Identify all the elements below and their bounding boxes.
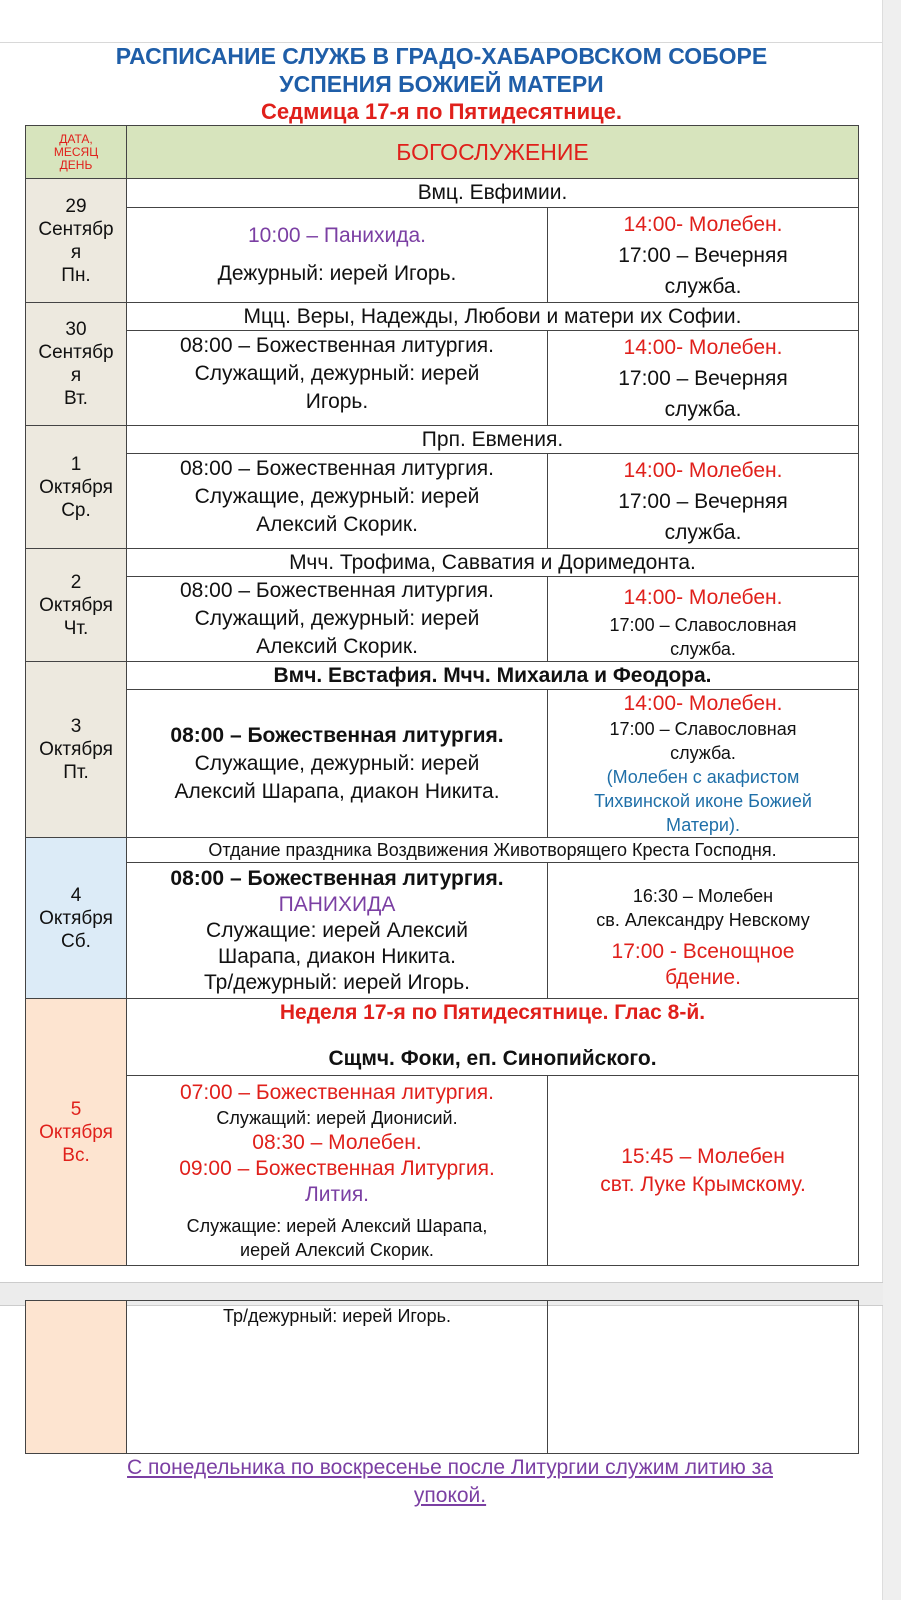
text-line: 15:45 – Молебен xyxy=(621,1144,785,1168)
text-line: 14:00- Молебен. xyxy=(623,335,783,359)
text-line: Тихвинской иконе Божией xyxy=(594,790,812,811)
services-left-sat xyxy=(126,862,548,999)
text-line: бдение. xyxy=(665,965,741,989)
text-line: 4 xyxy=(70,884,82,906)
text-line: Вт. xyxy=(64,388,88,409)
text-line: упокой. xyxy=(413,1484,487,1507)
text-line: Вс. xyxy=(62,1144,90,1166)
services-left-mon xyxy=(126,207,548,303)
text-line: Октября xyxy=(39,594,113,616)
text-line: я xyxy=(70,241,82,263)
services-right-mon xyxy=(547,207,859,303)
date-cell-wed xyxy=(25,425,127,549)
text-line: Октября xyxy=(39,1121,113,1143)
services-left-sun-continued xyxy=(126,1300,548,1454)
text-line: Октября xyxy=(39,907,113,929)
text-line: 14:00- Молебен. xyxy=(623,586,783,609)
text-line: Служащий, дежурный: иерей xyxy=(194,362,480,385)
text-line: 3 xyxy=(70,716,82,737)
text-line: Вмц. Евфимии. xyxy=(417,181,568,204)
services-right-thu xyxy=(547,576,859,662)
service-column-header xyxy=(126,125,859,179)
text-line: Тр/дежурный: иерей Игорь. xyxy=(223,1306,451,1326)
date-cell-sun xyxy=(25,998,127,1266)
services-right-tue xyxy=(547,330,859,426)
text-line: 08:00 – Божественная литургия. xyxy=(179,334,495,357)
text-line: иерей Алексий Скорик. xyxy=(240,1239,434,1260)
text-line: 07:00 – Божественная литургия. xyxy=(179,1080,495,1104)
text-line: Пн. xyxy=(61,264,91,286)
services-right-fri xyxy=(547,689,859,838)
text-line: С понедельника по воскресенье после Литургии служим литию за xyxy=(127,1456,773,1479)
text-line: 10:00 – Панихида. xyxy=(248,224,426,247)
page-subtitle: Седмица 17-я по Пятидесятнице. xyxy=(260,99,622,124)
page-title: РАСПИСАНИЕ СЛУЖБ В ГРАДО-ХАБАРОВСКОМ СОБОРЕ xyxy=(115,43,768,69)
text-line: Служащий: иерей Дионисий. xyxy=(216,1107,458,1128)
services-right-sun-continued xyxy=(547,1300,859,1454)
text-line: Служащие, дежурный: иерей xyxy=(194,751,480,775)
text-line: ДЕНЬ xyxy=(59,157,93,172)
text-line: Мчч. Трофима, Савватия и Доримедонта. xyxy=(289,550,696,574)
text-line: (Молебен с акафистом xyxy=(606,766,800,787)
text-line: служба. xyxy=(664,397,742,421)
text-line: Матери). xyxy=(666,814,740,835)
date-cell-sat xyxy=(25,837,127,999)
text-line: 2 xyxy=(70,571,82,593)
page-title-line2: УСПЕНИЯ БОЖИЕЙ МАТЕРИ xyxy=(279,71,604,97)
text-line: 08:00 – Божественная литургия. xyxy=(179,457,495,480)
date-cell-thu xyxy=(25,548,127,662)
text-line: 1 xyxy=(70,453,82,475)
text-line: Прп. Евмения. xyxy=(421,427,564,451)
text-line: Алексий Скорик. xyxy=(256,635,418,658)
text-line: 16:30 – Молебен xyxy=(632,885,774,906)
text-line: Шарапа, диакон Никита. xyxy=(218,944,456,968)
services-left-sun xyxy=(126,1075,548,1266)
text-line: 14:00- Молебен. xyxy=(623,458,783,482)
text-line: Служащие: иерей Алексий xyxy=(206,918,468,942)
text-line: Тр/дежурный: иерей Игорь. xyxy=(204,970,470,994)
text-line: Ср. xyxy=(61,499,91,521)
text-line: 09:00 – Божественная Литургия. xyxy=(179,1156,495,1180)
services-right-wed xyxy=(547,453,859,549)
feast-wed xyxy=(126,425,859,454)
text-line: Дежурный: иерей Игорь. xyxy=(217,262,457,285)
text-line: 30 xyxy=(65,319,87,340)
text-line: 29 xyxy=(65,195,87,217)
text-line: 17:00 – Вечерняя xyxy=(618,489,788,513)
text-line: свт. Луке Крымскому. xyxy=(600,1172,806,1196)
text-line: Сентябр xyxy=(38,218,114,240)
text-line: 17:00 – Славословная xyxy=(609,615,797,635)
text-line: Сентябр xyxy=(38,342,114,363)
text-line: служба. xyxy=(670,639,736,659)
date-cell-tue xyxy=(25,302,127,426)
text-line: БОГОСЛУЖЕНИЕ xyxy=(396,139,589,165)
feast-fri xyxy=(126,661,859,690)
feast-thu xyxy=(126,548,859,577)
text-line: Пт. xyxy=(63,762,89,783)
text-line: ПАНИХИДА xyxy=(278,892,396,916)
services-left-thu xyxy=(126,576,548,662)
text-line: 17:00 - Всенощное xyxy=(611,939,795,963)
text-line: служба. xyxy=(664,520,742,544)
text-line: МЕСЯЦ xyxy=(53,144,99,159)
services-left-fri xyxy=(126,689,548,838)
top-bar xyxy=(0,0,883,43)
text-line: Неделя 17-я по Пятидесятнице. Глас 8-й. xyxy=(279,1001,706,1024)
text-line: св. Александру Невскому xyxy=(596,909,810,930)
text-line: 17:00 – Славословная xyxy=(609,718,797,739)
feast-sat xyxy=(126,837,859,863)
services-right-sat xyxy=(547,862,859,999)
text-line: служба. xyxy=(670,742,736,763)
feast-tue xyxy=(126,302,859,331)
text-line: Вмч. Евстафия. Мчч. Михаила и Феодора. xyxy=(273,663,712,687)
text-line: Октября xyxy=(39,739,113,760)
footer-note-link[interactable] xyxy=(40,1454,860,1510)
text-line: 14:00- Молебен. xyxy=(623,691,783,715)
text-line: 08:00 – Божественная литургия. xyxy=(179,579,495,602)
text-line: 08:30 – Молебен. xyxy=(252,1130,422,1154)
text-line: Чт. xyxy=(63,617,89,639)
text-line: Сб. xyxy=(61,930,91,952)
text-line: Служащие, дежурный: иерей xyxy=(194,485,480,508)
date-cell-fri xyxy=(25,661,127,838)
text-line: 08:00 – Божественная литургия. xyxy=(170,866,504,890)
text-line: Алексий Скорик. xyxy=(256,513,418,536)
text-line: 17:00 – Вечерняя xyxy=(618,366,788,390)
services-right-sun xyxy=(547,1075,859,1266)
text-line: ДАТА, xyxy=(59,131,93,146)
date-cell-mon xyxy=(25,178,127,303)
text-line: 08:00 – Божественная литургия. xyxy=(170,723,504,747)
text-line: 17:00 – Вечерняя xyxy=(618,243,788,267)
date-cell-sun-continued xyxy=(25,1300,127,1454)
text-line: Октября xyxy=(39,476,113,498)
text-line: Отдание праздника Воздвижения Животворящего Креста Господня. xyxy=(208,840,777,860)
feast-mon xyxy=(126,178,859,208)
services-left-tue xyxy=(126,330,548,426)
scrollbar[interactable] xyxy=(882,0,901,1600)
text-line: Алексий Шарапа, диакон Никита. xyxy=(174,779,500,803)
text-line: 14:00- Молебен. xyxy=(623,212,783,236)
text-line: Лития. xyxy=(304,1182,370,1206)
feast-sun xyxy=(126,998,859,1076)
text-line: служба. xyxy=(664,274,742,298)
text-line: Мцц. Веры, Надежды, Любови и матери их Софии. xyxy=(243,304,742,328)
text-line: Служащий, дежурный: иерей xyxy=(194,607,480,630)
date-column-header xyxy=(25,125,127,179)
services-left-wed xyxy=(126,453,548,549)
text-line: я xyxy=(70,365,82,386)
text-line: Игорь. xyxy=(305,390,369,413)
text-line: Служащие: иерей Алексий Шарапа, xyxy=(186,1215,488,1236)
text-line: 5 xyxy=(70,1098,82,1120)
text-line: Сщмч. Фоки, еп. Синопийского. xyxy=(328,1047,657,1070)
